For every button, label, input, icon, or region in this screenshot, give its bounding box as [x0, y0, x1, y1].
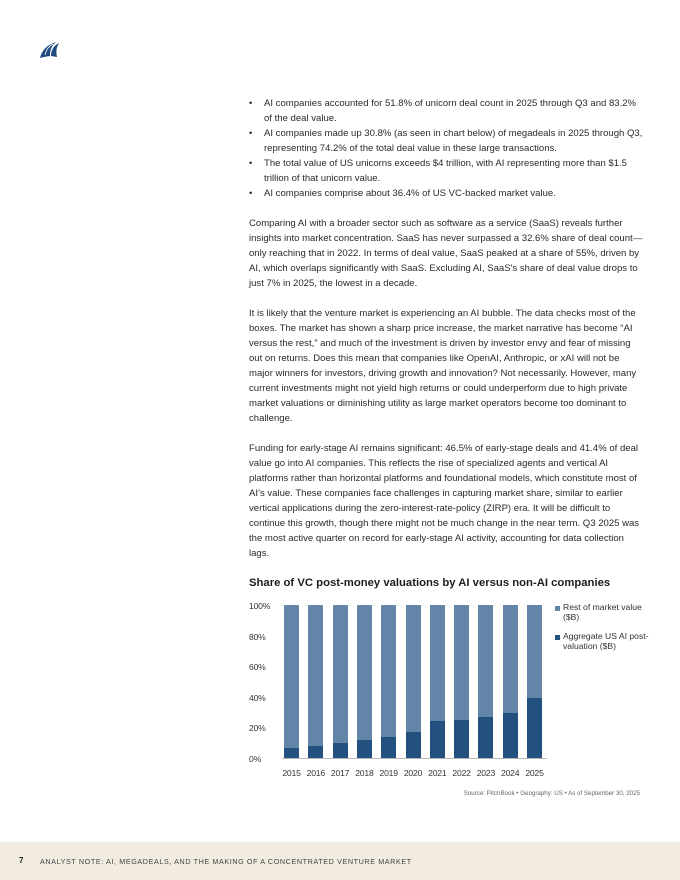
x-tick: 2025: [525, 768, 544, 778]
bar-2020: [406, 605, 421, 758]
legend-item-rest: Rest of market value ($B): [555, 602, 655, 622]
bar-segment-ai: [333, 743, 348, 758]
bar-2021: [430, 605, 445, 758]
legend-item-ai: Aggregate US AI post-valuation ($B): [555, 631, 655, 651]
bar-segment-ai: [503, 713, 518, 758]
x-tick: 2023: [476, 768, 496, 778]
bar-2017: [333, 605, 348, 758]
bar-2024: [503, 605, 518, 758]
x-tick: 2015: [282, 768, 301, 778]
y-tick: 40%: [249, 692, 266, 703]
bar-segment-ai: [381, 737, 396, 758]
x-tick: 2020: [403, 768, 423, 778]
bar-segment-ai: [527, 698, 542, 758]
chart-title: Share of VC post-money valuations by AI versus non-AI companies: [249, 577, 611, 589]
x-tick: 2024: [501, 768, 520, 778]
bar-2016: [308, 605, 323, 758]
y-tick: 20%: [249, 723, 266, 734]
bar-segment-ai: [478, 717, 493, 758]
bullet-item: • AI companies accounted for 51.8% of unicorn deal count in 2025 through Q3 and 83.2% of the deal value.: [249, 98, 637, 124]
page-footer: [0, 842, 680, 880]
article-body: [249, 96, 643, 561]
key-points-list: [249, 96, 643, 201]
x-tick: 2018: [355, 768, 374, 778]
paragraph-ai-bubble: It is likely that the venture market is experiencing an AI bubble. The data checks most of the boxes. The market has shown a sharp price increase, the market narrative has become “AI versus the rest,” and much of the investment is driven by investor envy and fear of missing out on returns. Does this mean that companies like OpenAI, Anthropic, or xAI will not be major winners for investors, driving growth and innovation? Not necessarily. However, many current investments might not yield high returns or could underperform due to high private market valuations or diminishing utility as large market operators become too dominant to challenge.: [249, 308, 637, 424]
bar-2018: [357, 605, 372, 758]
bar-segment-ai: [430, 721, 445, 758]
bar-segment-ai: [308, 746, 323, 758]
y-tick: 100%: [249, 601, 271, 611]
x-tick: 2022: [452, 768, 471, 778]
paragraph-early-stage: Funding for early-stage AI remains significant: 46.5% of early-stage deals and 41.4% of deal value go into AI companies. This reflects the rise of specialized agents and vertical AI platforms rather than horizontal platforms and foundational models, which constitute most of AI’s value. These companies face challenges in capturing market share, similar to earlier vertical applications during the zero-interest-rate-policy (ZIRP) era. It will be difficult to continue this growth, though there might not be much change in the near term. Q3 2025 was the most active quarter on record for early-stage AI activity, accounting for data collection lags.: [249, 443, 640, 559]
chart-legend: [555, 602, 655, 660]
bar-2019: [381, 605, 396, 758]
footer-title: ANALYST NOTE: AI, MEGADEALS, AND THE MAKING OF A CONCENTRATED VENTURE MARKET: [40, 856, 412, 866]
paragraph-saas: Comparing AI with a broader sector such as software as a service (SaaS) reveals further insights into market concentration. SaaS has never surpassed a 32.6% share of deal count—only reaching that in 2022. In terms of deal value, SaaS peaked at a share of 55%, driven by AI, which overlaps significantly with SaaS. Excluding AI, SaaS's share of deal value drops to just 7% in 2025, the lowest in a decade.: [249, 218, 643, 289]
bar-2025: [527, 605, 542, 758]
x-tick: 2016: [306, 768, 325, 778]
bar-2015: [284, 605, 299, 758]
bar-segment-ai: [284, 748, 299, 758]
y-tick: 60%: [249, 662, 266, 673]
y-tick: 80%: [249, 631, 266, 642]
bar-2022: [454, 605, 469, 758]
bar-segment-ai: [454, 720, 469, 758]
x-tick: 2017: [330, 768, 350, 778]
x-tick: 2019: [379, 768, 398, 778]
plot-area: [282, 606, 547, 759]
chart-source: Source: PitchBook • Geography: US • As of September 30, 2025: [463, 790, 640, 797]
bullet-item: • The total value of US unicorns exceeds $4 trillion, with AI representing more than $1.5 trillion of that unicorn value.: [249, 158, 627, 184]
sail-logo-icon: [38, 40, 60, 62]
y-tick: 0%: [249, 754, 262, 764]
bar-2023: [478, 605, 493, 758]
bar-segment-ai: [406, 732, 421, 758]
page-number: 7: [19, 856, 24, 865]
bar-segment-ai: [357, 740, 372, 758]
legend-swatch: [555, 635, 560, 640]
bullet-item: • AI companies comprise about 36.4% of US VC-backed market value.: [249, 188, 556, 199]
bullet-item: • AI companies made up 30.8% (as seen in chart below) of megadeals in 2025 through Q3, representing 74.2% of the total deal value in these large transactions.: [249, 128, 643, 154]
x-tick: 2021: [428, 768, 447, 778]
legend-swatch: [555, 606, 560, 611]
stacked-bar-chart: [249, 598, 649, 784]
